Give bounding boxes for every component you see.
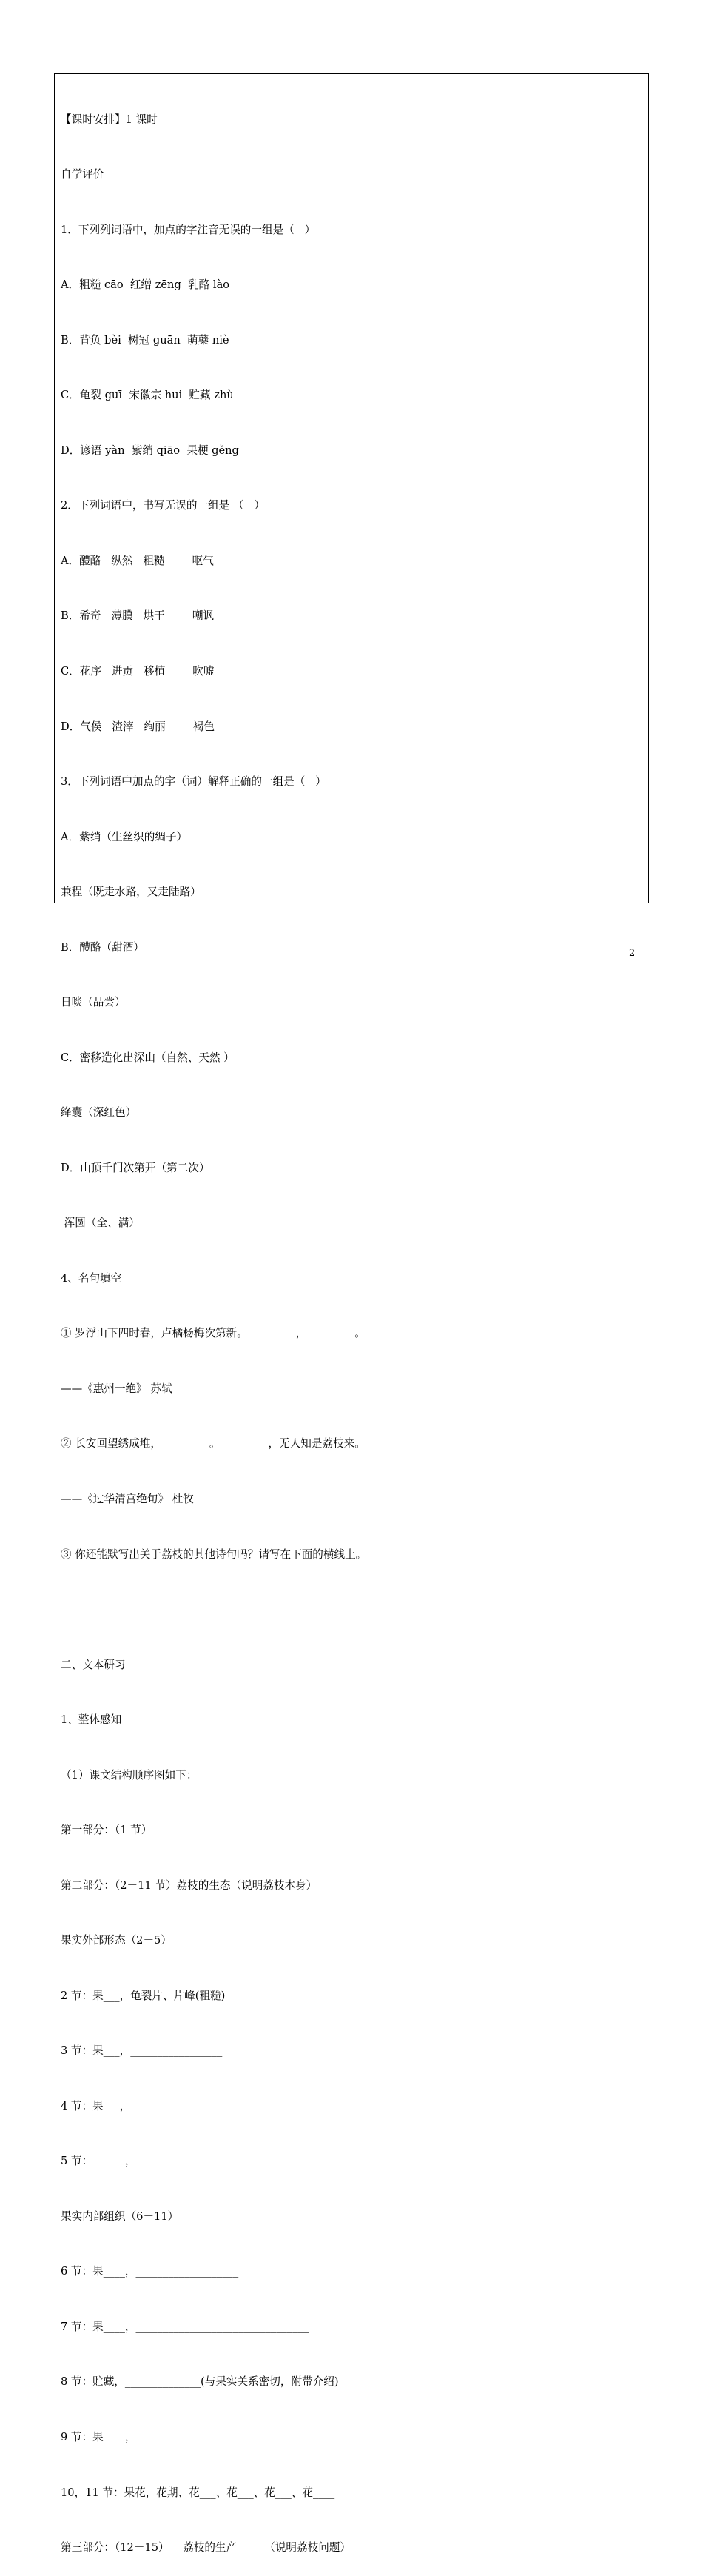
text-line: 9 节：果____，________________________________ [61,2431,309,2443]
text-line: 1．下列列词语中，加点的字注音无误的一组是（ ） [61,223,316,236]
text-line: B．希奇 薄膜 烘干 嘲讽 [61,609,215,623]
text-line: 7 节：果____，________________________________ [61,2320,309,2333]
text-line: B．醴酪（甜酒） [61,940,144,954]
text-line: 2 节：果___，龟裂片、片峰(粗糙) [61,1989,226,2002]
text-line: 二、文本研习 [61,1658,126,1671]
text-line: 自学评价 [61,168,104,181]
text-line: D．谚语 yàn 紫绡 qiāo 果梗 gěng [61,444,239,457]
text-line: 5 节：______，__________________________ [61,2155,277,2168]
text-line: 3 节：果___，_________________ [61,2044,223,2058]
text-line: 第三部分：（12－15） 荔枝的生产 （说明荔枝问题） [61,2541,351,2555]
text-line: 4、名句填空 [61,1271,122,1285]
text-line: 10，11 节：果花，花期、花___、花___、花___、花____ [61,2486,335,2499]
text-line: 果实外部形态（2－5） [61,1934,172,1947]
text-line: D．山顶千门次第开（第二次） [61,1161,210,1174]
document-body [61,74,608,2576]
text-line: C．花序 进贡 移植 吹嘘 [61,665,215,678]
text-line: A．醴酪 纵然 粗糙 呕气 [61,554,214,567]
text-line: ——《过华清宫绝句》 杜牧 [61,1492,194,1505]
text-line: 第一部分：（1 节） [61,1824,152,1837]
text-line: C．密移造化出深山（自然、天然 ） [61,1051,235,1064]
text-line: A．粗糙 cāo 红缯 zēng 乳酪 lào [61,278,230,292]
text-line: D．气侯 渣滓 绚丽 褐色 [61,720,215,733]
text-line: ② 长安回望绣成堆， 。 ，无人知是荔枝来。 [61,1437,366,1451]
text-line: ③ 你还能默写出关于荔枝的其他诗句吗？请写在下面的横线上。 [61,1548,367,1561]
text-line: 【课时安排】1 课时 [61,113,158,126]
text-line: A．紫绡（生丝织的绸子） [61,830,188,843]
text-line: （1）课文结构顺序图如下： [61,1768,198,1782]
text-line: 4 节：果___，___________________ [61,2099,233,2112]
blank-line [61,1601,608,1619]
text-line: 1、整体感知 [61,1713,122,1727]
text-line: ——《惠州一绝》 苏轼 [61,1382,172,1395]
text-line: 兼程（既走水路，又走陆路） [61,886,201,899]
text-line: 6 节：果____，___________________ [61,2265,239,2278]
text-line: B．背负 bèi 树冠 guān 萌蘖 niè [61,333,229,347]
text-line: ① 罗浮山下四时春，卢橘杨梅次第新。 ， 。 [61,1327,366,1340]
text-line: 第二部分：（2－11 节）荔枝的生态（说明荔枝本身） [61,1879,317,1892]
text-line: C．龟裂 guī 宋徽宗 hui 贮藏 zhù [61,389,234,402]
text-line: 果实内部组织（6－11） [61,2209,179,2223]
text-line: 3．下列词语中加点的字（词）解释正确的一组是（ ） [61,775,326,789]
text-line: 日啖（品尝） [61,996,126,1009]
text-line: 8 节：贮藏，______________(与果实关系密切，附带介绍) [61,2375,339,2389]
text-line: 浑圆（全、满） [61,1217,140,1230]
text-line: 2．下列词语中，书写无误的一组是 （ ） [61,499,265,512]
text-line: 绛囊（深红色） [61,1106,137,1120]
page-number: 2 [629,948,636,959]
